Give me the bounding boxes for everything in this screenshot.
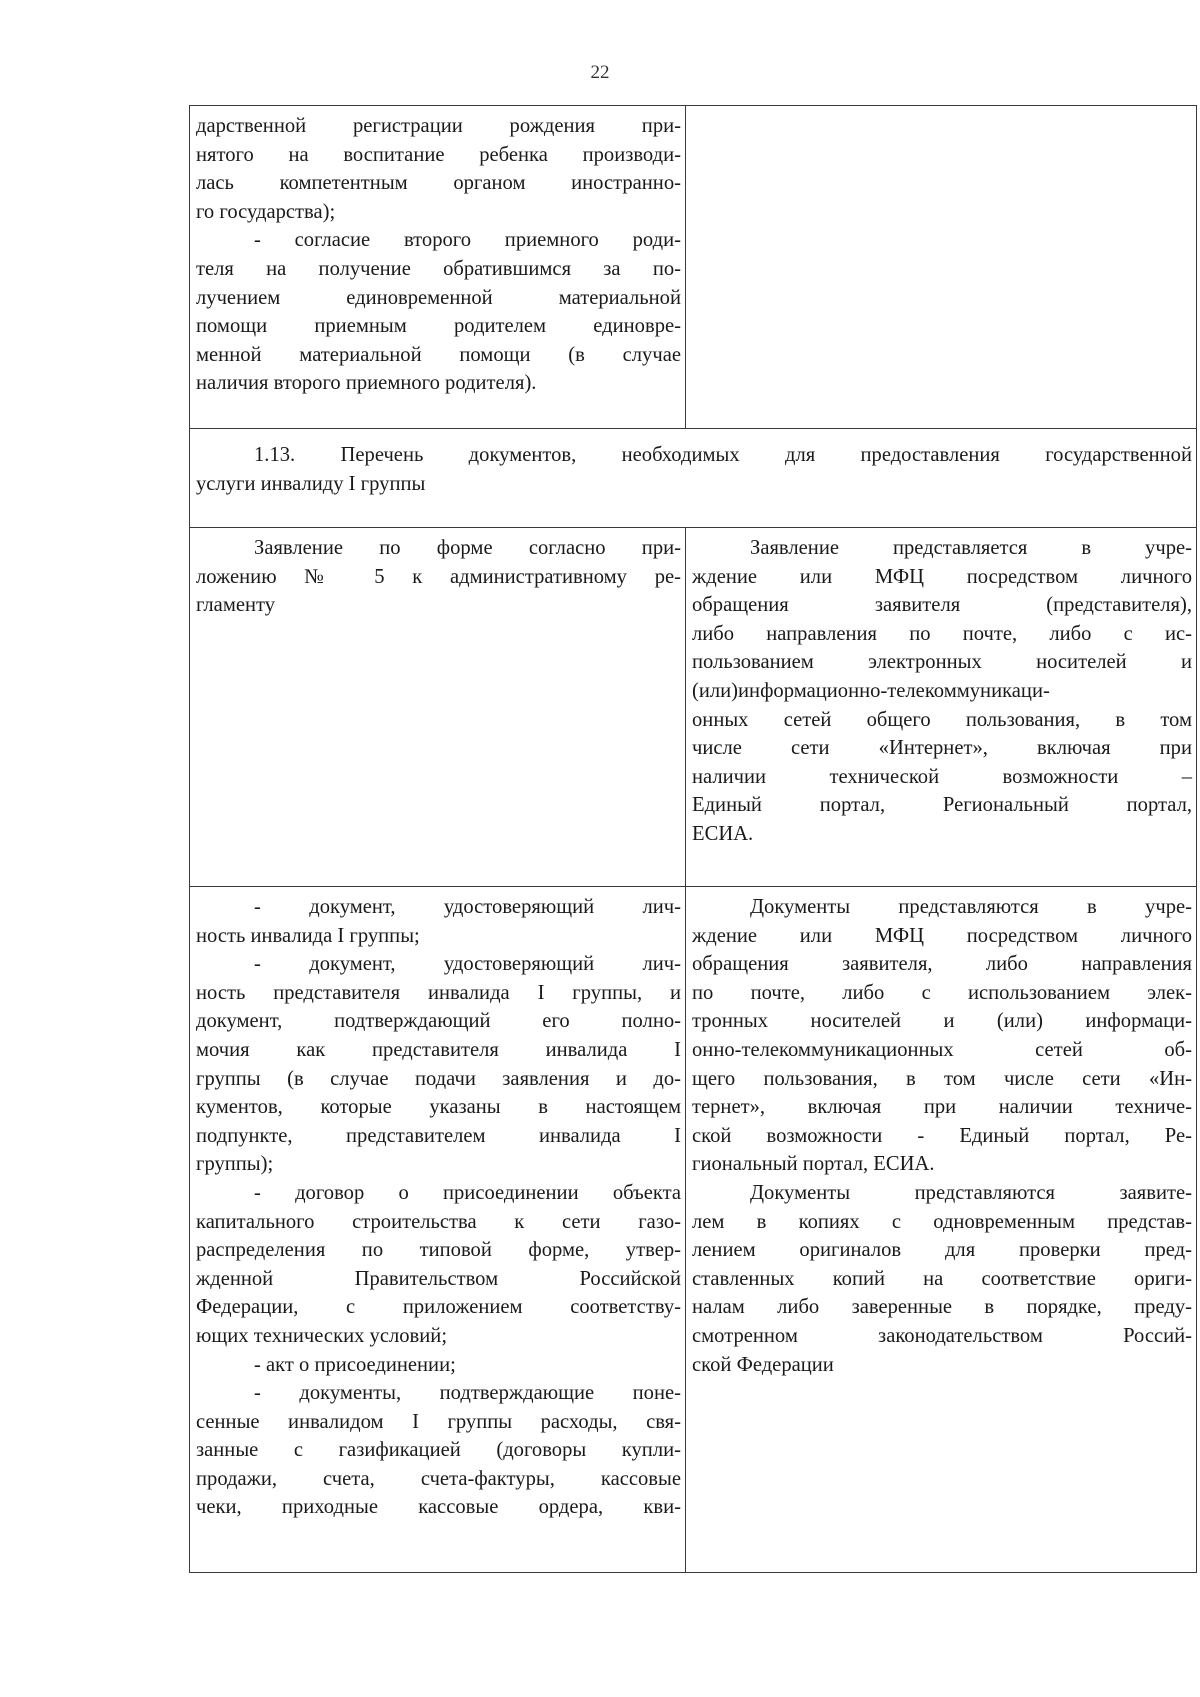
text-line: наличия второго приемного родителя). [196, 372, 537, 395]
text-line: Документы представляются в учре- [750, 896, 1192, 918]
text-line: обращения заявителя, либо направления [692, 953, 1192, 976]
table-row-heading [190, 429, 1197, 528]
text-line: ложению № 5 к административному ре- [196, 565, 681, 588]
text-line: ность инвалида I группы; [196, 924, 420, 947]
text-line: Единый портал, Региональный портал, [692, 794, 1192, 817]
table-row [190, 887, 1197, 1573]
text-line: (или)информационно-телекоммуникаци- [692, 679, 1050, 702]
text-line: пользованием электронных носителей и [692, 651, 1192, 674]
text-line: ской возможности - Единый портал, Ре- [692, 1124, 1192, 1147]
text-line: чеки, приходные кассовые ордера, кви- [196, 1496, 681, 1519]
text-line: лучением единовременной материальной [196, 286, 681, 309]
text-line: либо направления по почте, либо с ис- [692, 622, 1192, 645]
text-line: сенные инвалидом I группы расходы, свя- [196, 1410, 681, 1433]
text-line: ждение или МФЦ посредством личного [692, 924, 1192, 947]
text-line: группы); [196, 1153, 274, 1176]
text-line: смотренном законодательством Россий- [692, 1324, 1192, 1347]
text-line: теля на получение обратившимся за по- [196, 257, 681, 280]
text-line: - согласие второго приемного роди- [254, 229, 681, 252]
text-line: - договор о присоединении объекта [254, 1181, 681, 1204]
text-line: го государства); [196, 200, 336, 223]
text-line: тронных носителей и (или) информаци- [692, 1010, 1192, 1033]
text-line: ющих технических условий; [196, 1324, 448, 1347]
section-heading-line: 1.13. Перечень документов, необходимых для предоставления государственной [254, 444, 1192, 466]
text-line: дарственной регистрации рождения при- [196, 115, 681, 137]
text-line: числе сети «Интернет», включая при [692, 737, 1192, 760]
text-line: ской Федерации [692, 1353, 834, 1376]
table-cell-left [190, 528, 686, 887]
table-cell-right-empty [686, 106, 1197, 429]
documents-table [189, 105, 1197, 1573]
text-line: гиональный портал, ЕСИА. [692, 1153, 935, 1176]
text-line: распределения по типовой форме, утвер- [196, 1239, 681, 1262]
text-line: капитального строительства к сети газо- [196, 1210, 681, 1233]
table-row [190, 528, 1197, 887]
text-line: онно-телекоммуникационных сетей об- [692, 1038, 1192, 1061]
text-line: ность представителя инвалида I группы, и [196, 981, 681, 1004]
text-line: щего пользования, в том числе сети «Ин- [692, 1067, 1192, 1090]
text-line: ждение или МФЦ посредством личного [692, 565, 1192, 588]
table-cell-right [686, 887, 1197, 1573]
text-line: лем в копиях с одновременным представ- [692, 1210, 1192, 1233]
text-line: Заявление по форме согласно при- [254, 537, 681, 559]
text-line: ЕСИА. [692, 822, 754, 845]
section-heading-line: услуги инвалиду I группы [196, 472, 426, 495]
page-number: 22 [590, 62, 610, 83]
text-line: - документ, удостоверяющий лич- [254, 896, 681, 918]
text-line: - документ, удостоверяющий лич- [254, 953, 681, 976]
text-line: менной материальной помощи (в случае [196, 343, 681, 366]
text-line: онных сетей общего пользования, в том [692, 708, 1192, 731]
text-line: лась компетентным органом иностранно- [196, 172, 681, 195]
text-line: подпункте, представителем инвалида I [196, 1124, 681, 1147]
text-line: по почте, либо с использованием элек- [692, 981, 1192, 1004]
table-cell-right [686, 528, 1197, 887]
text-line: Заявление представляется в учре- [750, 537, 1192, 559]
text-line: документ, подтверждающий его полно- [196, 1010, 681, 1033]
text-line: налам либо заверенные в порядке, преду- [692, 1296, 1192, 1319]
table-cell-left [190, 106, 686, 429]
text-line: обращения заявителя (представителя), [692, 594, 1192, 617]
text-line: занные с газификацией (договоры купли- [196, 1439, 681, 1462]
table-cell-left [190, 887, 686, 1573]
table-row [190, 106, 1197, 429]
text-line: ставленных копий на соответствие ориги- [692, 1267, 1192, 1290]
text-line: нятого на воспитание ребенка производи- [196, 143, 681, 166]
text-line: наличии технической возможности – [692, 765, 1192, 788]
text-line: помощи приемным родителем единовре- [196, 315, 681, 338]
text-line: лением оригиналов для проверки пред- [692, 1239, 1192, 1262]
text-line: Документы представляются заявите- [750, 1181, 1192, 1204]
text-line: группы (в случае подачи заявления и до- [196, 1067, 681, 1090]
text-line: жденной Правительством Российской [196, 1267, 681, 1290]
text-line: - акт о присоединении; [254, 1353, 456, 1376]
text-line: - документы, подтверждающие поне- [254, 1382, 681, 1405]
text-line: мочия как представителя инвалида I [196, 1038, 681, 1061]
text-line: продажи, счета, счета-фактуры, кассовые [196, 1467, 681, 1490]
text-line: кументов, которые указаны в настоящем [196, 1096, 681, 1119]
text-line: Федерации, с приложением соответству- [196, 1296, 681, 1319]
section-heading-cell [190, 429, 1197, 528]
text-line: гламенту [196, 594, 276, 617]
text-line: тернет», включая при наличии техниче- [692, 1096, 1192, 1119]
